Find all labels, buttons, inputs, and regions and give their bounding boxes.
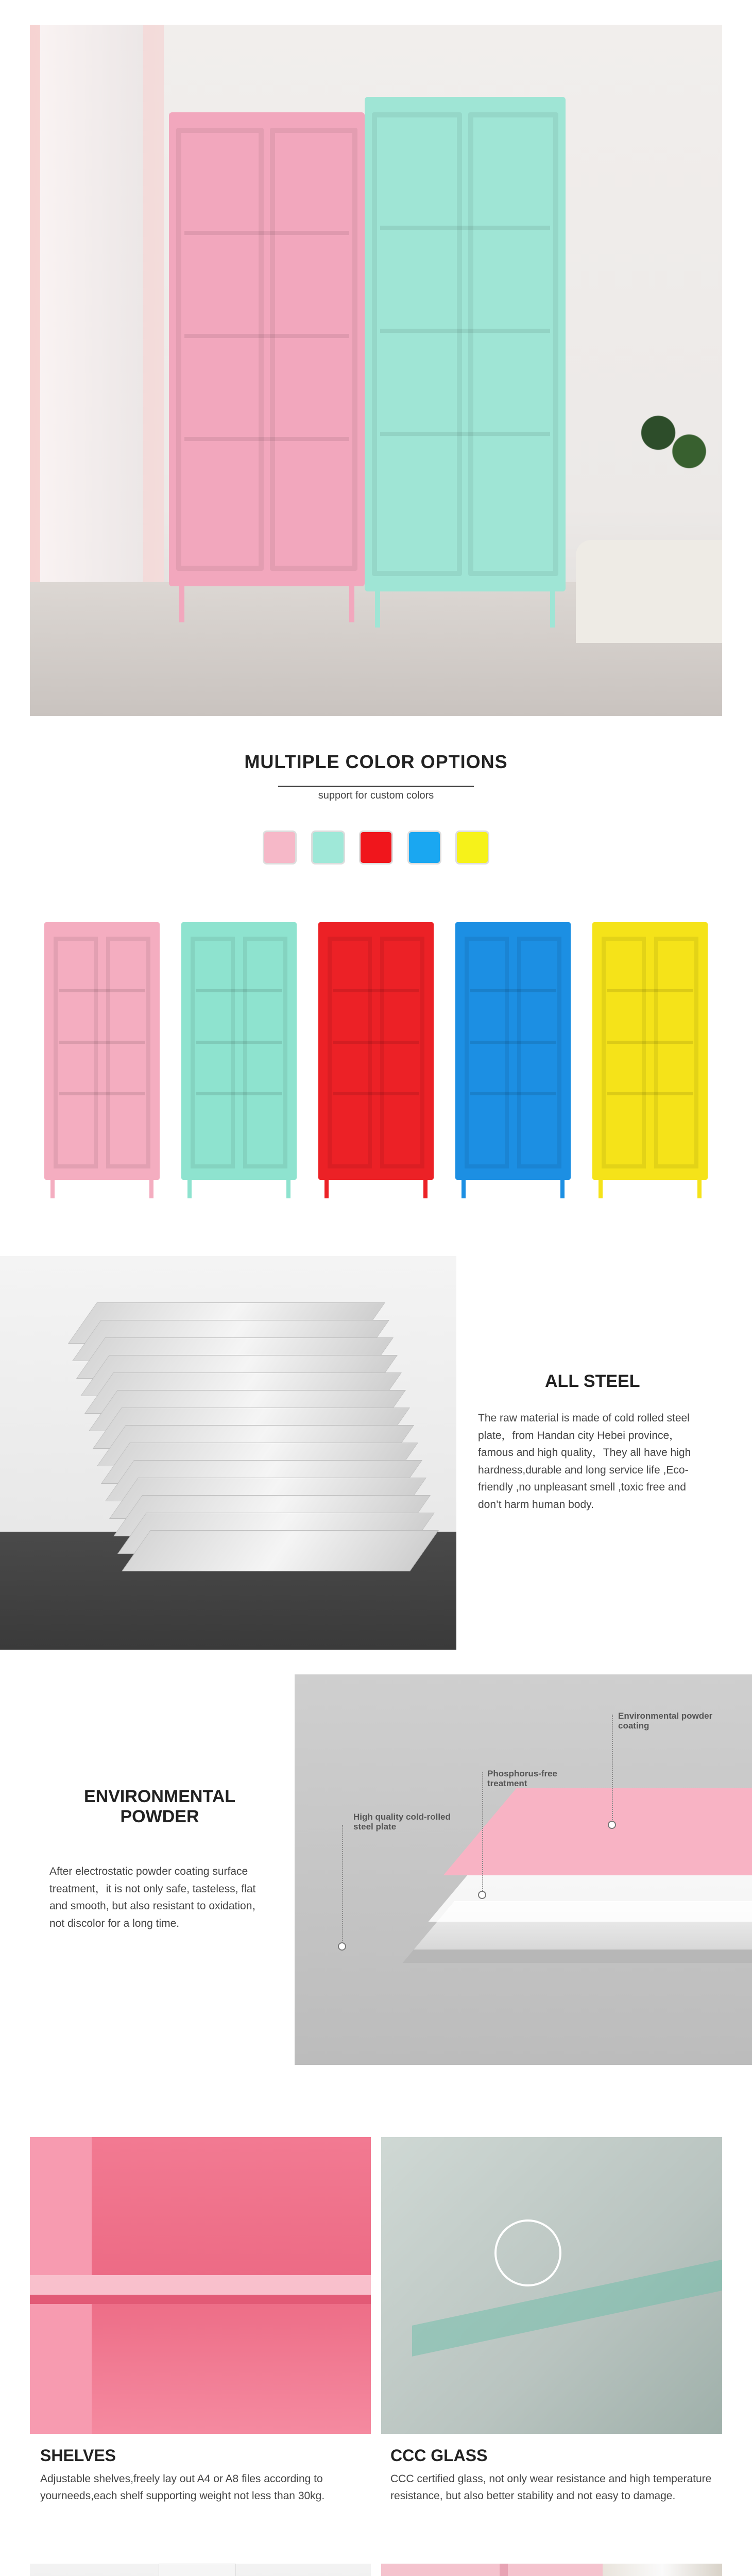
color-swatch-mint[interactable]: [311, 831, 345, 865]
cabinet-yellow: [592, 922, 708, 1180]
cabinet-mint: [181, 922, 297, 1180]
hero-image: [30, 25, 722, 716]
glass-title: CCC GLASS: [390, 2446, 488, 2465]
color-swatch-red[interactable]: [359, 831, 393, 865]
sofa-image: [576, 540, 722, 643]
divider: [278, 786, 474, 787]
color-options-title: MULTIPLE COLOR OPTIONS: [244, 751, 508, 772]
shelves-title: SHELVES: [40, 2446, 116, 2465]
environmental-body: After electrostatic powder coating surface treatment，it is not only safe, tasteless, flat and smooth, but also resistant to oxidation，not discolor for a long time.: [49, 1866, 263, 1929]
steel-title: ALL STEEL: [545, 1371, 640, 1391]
shelves-image: [30, 2137, 371, 2434]
plant-image: [617, 396, 720, 488]
color-options-subtitle: support for custom colors: [318, 790, 434, 801]
phosphorus-label: Phosphorus-free treatment: [487, 1769, 558, 1788]
color-swatches: [263, 831, 489, 867]
cabinet-blue: [455, 922, 571, 1180]
steel-label: High quality cold-rolled steel plate: [353, 1812, 451, 1832]
shelves-body: Adjustable shelves,freely lay out A4 or A8 files according to yourneeds,each shelf supporting weight not less than 30kg.: [40, 2473, 325, 2502]
ccc-mark-icon: [494, 2219, 561, 2286]
color-swatch-blue[interactable]: [407, 831, 441, 865]
steel-sheet: [122, 1530, 439, 1571]
cabinet-red: [318, 922, 434, 1180]
color-swatch-yellow[interactable]: [455, 831, 489, 865]
handle-image: [381, 2564, 722, 2576]
coating-layers-image: [295, 1674, 752, 2065]
steel-body: The raw material is made of cold rolled steel plate，from Handan city Hebei province，famous and high quality，They all have high hardness,durable and long service life ,Eco-friendly ,no unpleasant smell ,toxic free and don’t harm human body.: [478, 1412, 691, 1511]
cabinet-pink: [44, 922, 160, 1180]
mint-cabinet-image: [365, 97, 566, 591]
environmental-title: ENVIRONMENTAL POWDER: [83, 1787, 236, 1826]
powder-label: Environmental powder coating: [618, 1711, 713, 1731]
glass-image: [381, 2137, 722, 2434]
stand-leg-image: [30, 2564, 371, 2576]
color-variant-cabinets: [44, 922, 709, 1200]
pink-cabinet-image: [169, 112, 365, 586]
steel-plates-image: [0, 1256, 456, 1650]
powder-layer: [443, 1788, 752, 1875]
color-swatch-pink[interactable]: [263, 831, 297, 865]
glass-body: CCC certified glass, not only wear resistance and high temperature resistance, but also better stability and not easy to damage.: [390, 2473, 712, 2502]
